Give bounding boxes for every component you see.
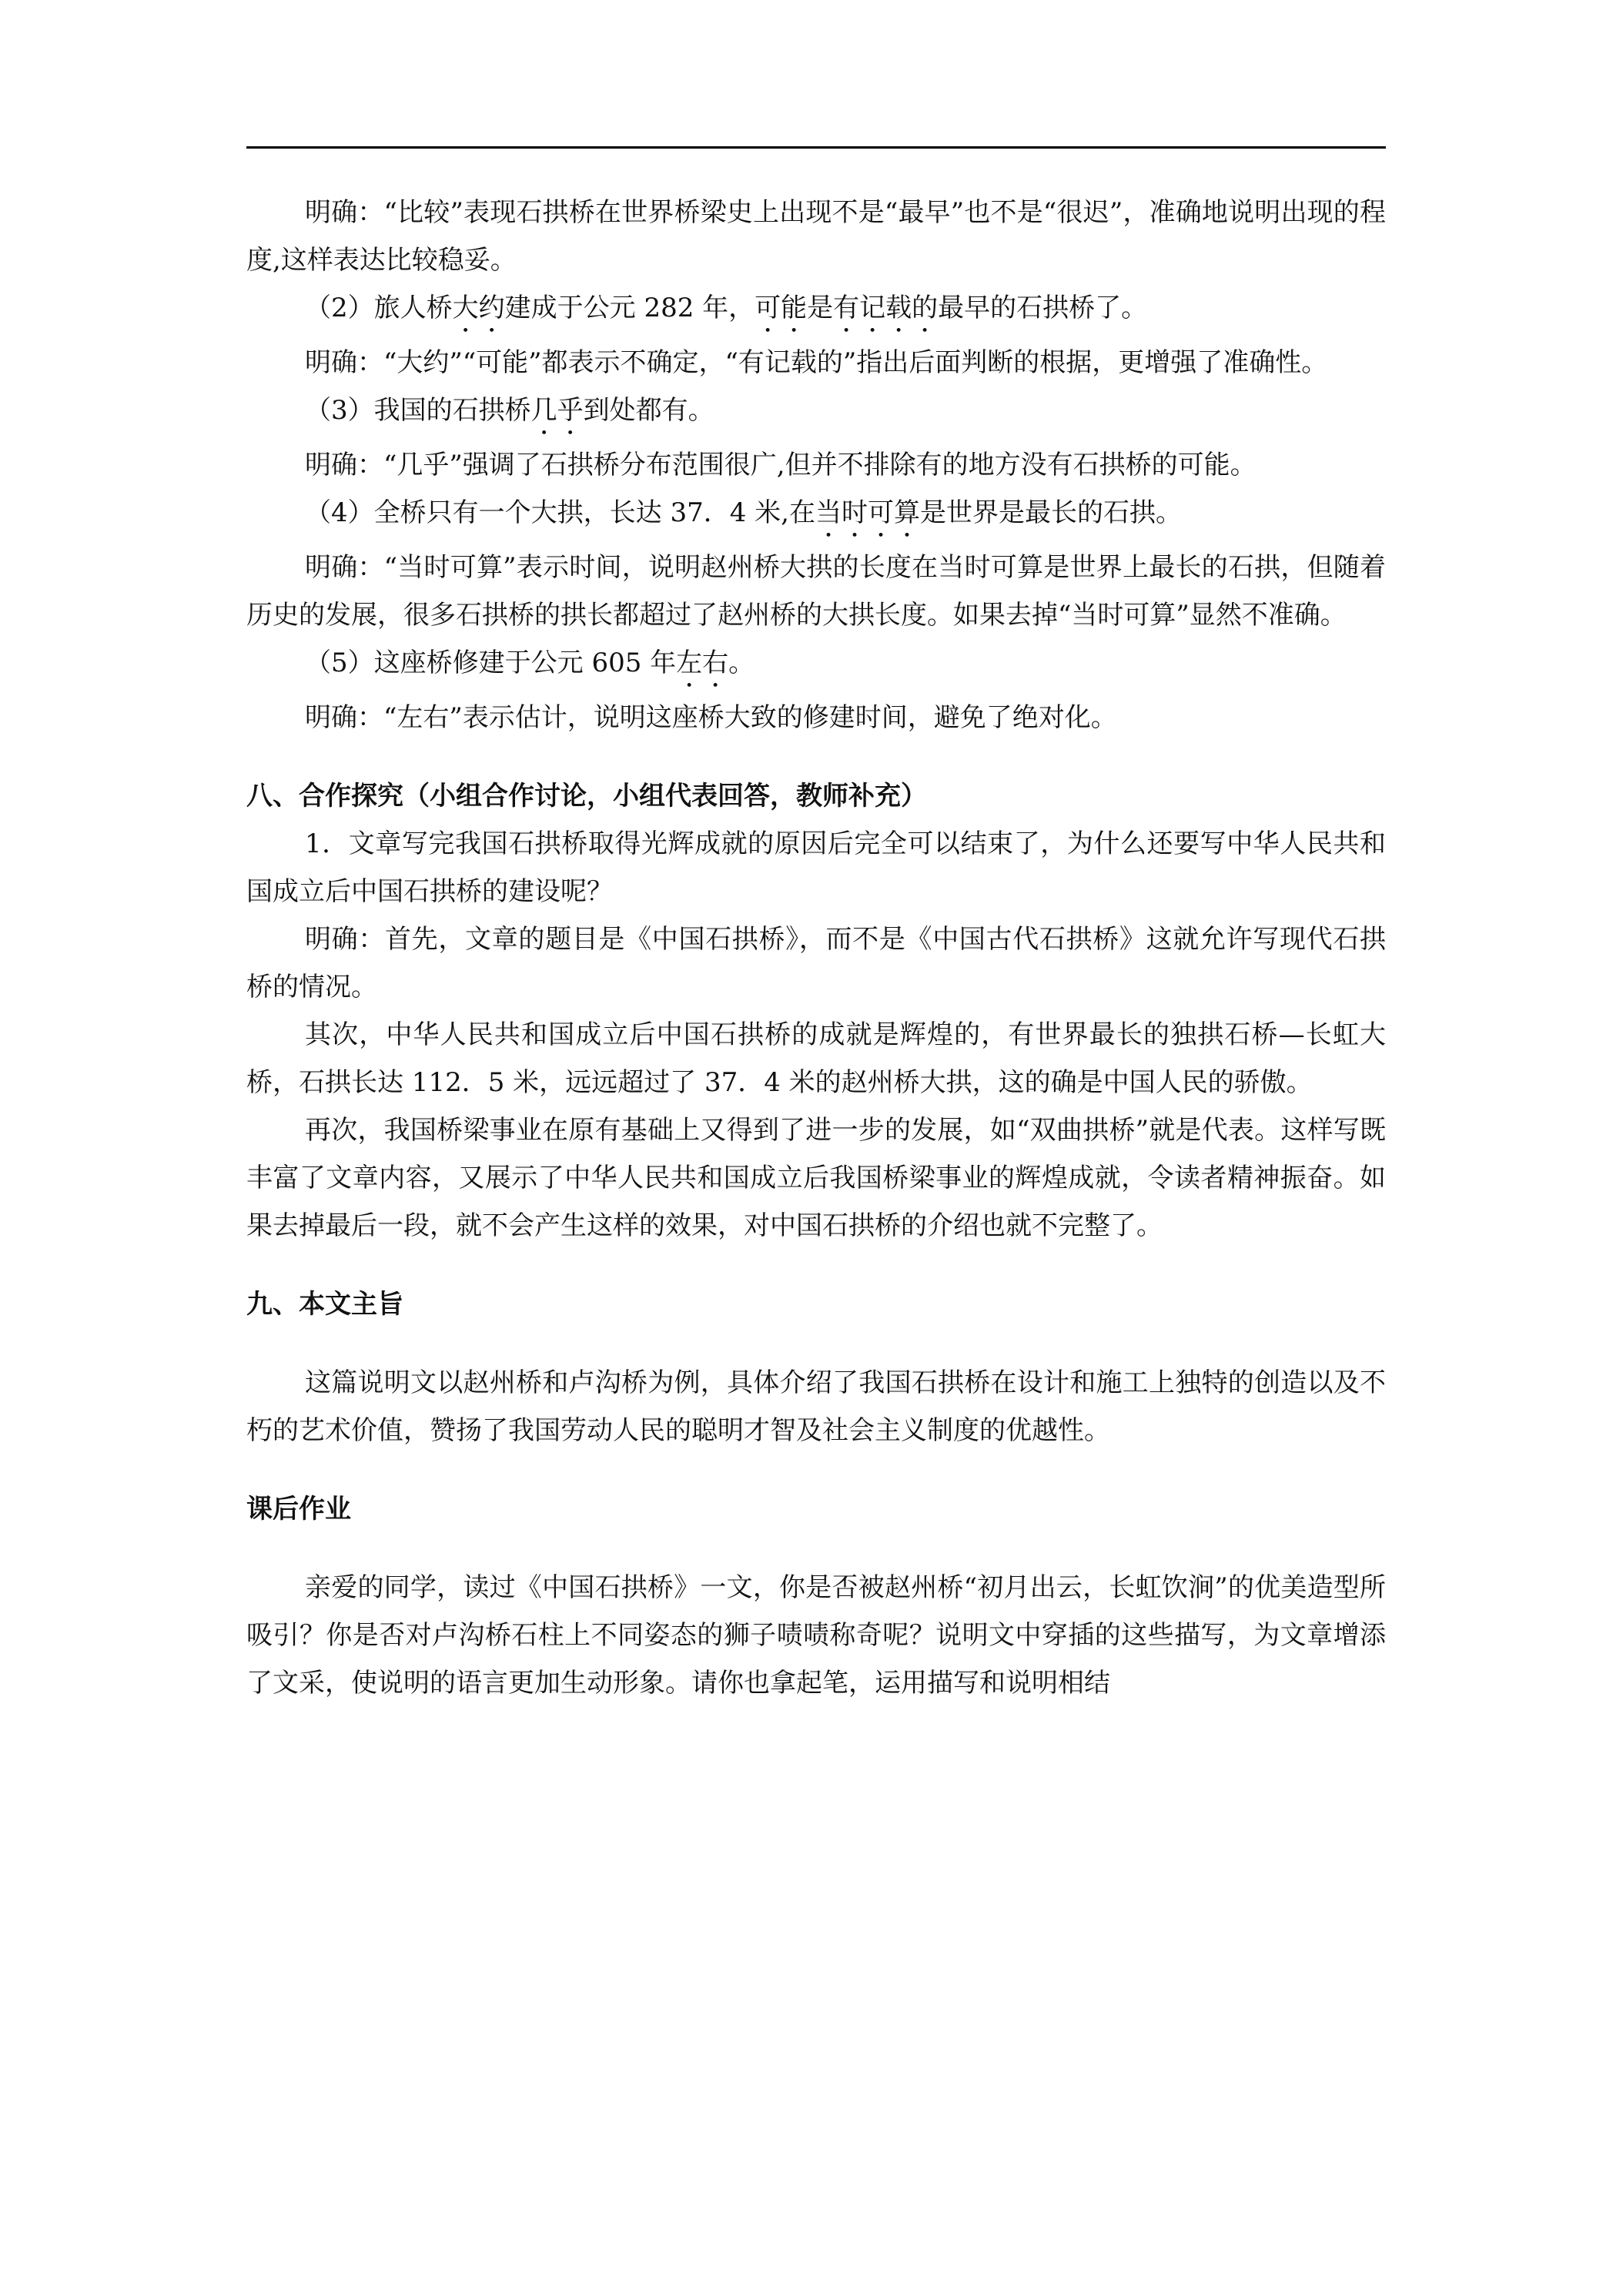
example-2-text-mid1: 建成于公元 282 年， [504, 293, 755, 323]
paragraph-explanation-dangshi: 明确：“当时可算”表示时间，说明赵州桥大拱的长度在当时可算是世界上最长的石拱，但随着历史的发展，很多石拱桥的拱长都超过了赵州桥的大拱长度。如果去掉“当时可算”显然不准确。 [246, 552, 1386, 631]
paragraph-example-2 [246, 284, 1386, 339]
example-4-text-post: 是世界是最长的石拱。 [919, 497, 1182, 528]
example-2-text-pre: （2）旅人桥 [305, 293, 453, 323]
example-5-text-post: 。 [728, 648, 755, 678]
paragraph-example-4 [246, 489, 1386, 544]
emphasis-dangshikesuan: 当时可算 [815, 497, 920, 528]
spacer [246, 1533, 1386, 1564]
document-body [246, 189, 1386, 1707]
paragraph-answer-second: 其次，中华人民共和国成立后中国石拱桥的成就是辉煌的，有世界最长的独拱石桥—长虹大桥，石拱长达 112．5 米，远远超过了 37．4 米的赵州桥大拱，这的确是中国人民的骄傲。 [246, 1019, 1386, 1098]
emphasis-dayue: 大约 [452, 293, 505, 323]
section-heading-homework: 课后作业 [246, 1494, 351, 1525]
paragraph-example-3 [246, 387, 1386, 441]
paragraph-explanation-bijiao: 明确：“比较”表现石拱桥在世界桥梁史上出现不是“最早”也不是“很迟”，准确地说明出现的程度,这样表达比较稳妥。 [246, 197, 1386, 276]
example-5-text-pre: （5）这座桥修建于公元 605 年 [305, 648, 677, 678]
paragraph-example-5 [246, 639, 1386, 694]
emphasis-jihu: 几乎 [530, 395, 584, 426]
paragraph-explanation-dayue: 明确：“大约”“可能”都表示不确定，“有记载的”指出后面判断的根据，更增强了准确性。 [305, 347, 1328, 378]
header-rule [246, 146, 1386, 149]
paragraph-question-1: 1．文章写完我国石拱桥取得光辉成就的原因后完全可以结束了，为什么还要写中华人民共和国成立后中国石拱桥的建设呢？ [246, 828, 1386, 907]
section-heading-8: 八、合作探究（小组合作讨论，小组代表回答，教师补充） [246, 781, 927, 812]
paragraph-answer-first: 明确：首先，文章的题目是《中国石拱桥》，而不是《中国古代石拱桥》这就允许写现代石拱桥的情况。 [246, 924, 1386, 1002]
section-heading-9: 九、本文主旨 [246, 1289, 403, 1320]
paragraph-main-idea: 这篇说明文以赵州桥和卢沟桥为例，具体介绍了我国石拱桥在设计和施工上独特的创造以及不朽的艺术价值，赞扬了我国劳动人民的聪明才智及社会主义制度的优越性。 [246, 1367, 1386, 1446]
example-4-text-pre: （4）全桥只有一个大拱，长达 37．4 米,在 [305, 497, 815, 528]
example-3-text-post: 到处都有。 [583, 395, 714, 426]
example-2-text-post: 最早的石拱桥了。 [938, 293, 1148, 323]
spacer [246, 1454, 1386, 1485]
emphasis-zuoyou: 左右 [676, 648, 729, 678]
spacer [246, 741, 1386, 772]
paragraph-answer-third: 再次，我国桥梁事业在原有基础上又得到了进一步的发展，如“双曲拱桥”就是代表。这样写既丰富了文章内容，又展示了中华人民共和国成立后我国桥梁事业的辉煌成就，令读者精神振奋。如果去掉最后一段，就不会产生这样的效果，对中国石拱桥的介绍也就不完整了。 [246, 1115, 1386, 1241]
spacer [246, 1250, 1386, 1280]
spacer [246, 1328, 1386, 1359]
emphasis-keneng: 可能 [755, 293, 808, 323]
emphasis-youjizaide: 有记载的 [833, 293, 939, 323]
paragraph-explanation-zuoyou: 明确：“左右”表示估计，说明这座桥大致的修建时间，避免了绝对化。 [305, 702, 1117, 733]
example-2-text-mid2: 是 [807, 293, 834, 323]
example-3-text-pre: （3）我国的石拱桥 [305, 395, 531, 426]
paragraph-explanation-jihu: 明确：“几乎”强调了石拱桥分布范围很广,但并不排除有的地方没有石拱桥的可能。 [305, 450, 1257, 480]
paragraph-homework: 亲爱的同学，读过《中国石拱桥》一文，你是否被赵州桥“初月出云，长虹饮涧”的优美造型所吸引？你是否对卢沟桥石柱上不同姿态的狮子啧啧称奇呢？说明文中穿插的这些描写，为文章增添了文采，使说明的语言更加生动形象。请你也拿起笔，运用描写和说明相结 [246, 1572, 1386, 1699]
